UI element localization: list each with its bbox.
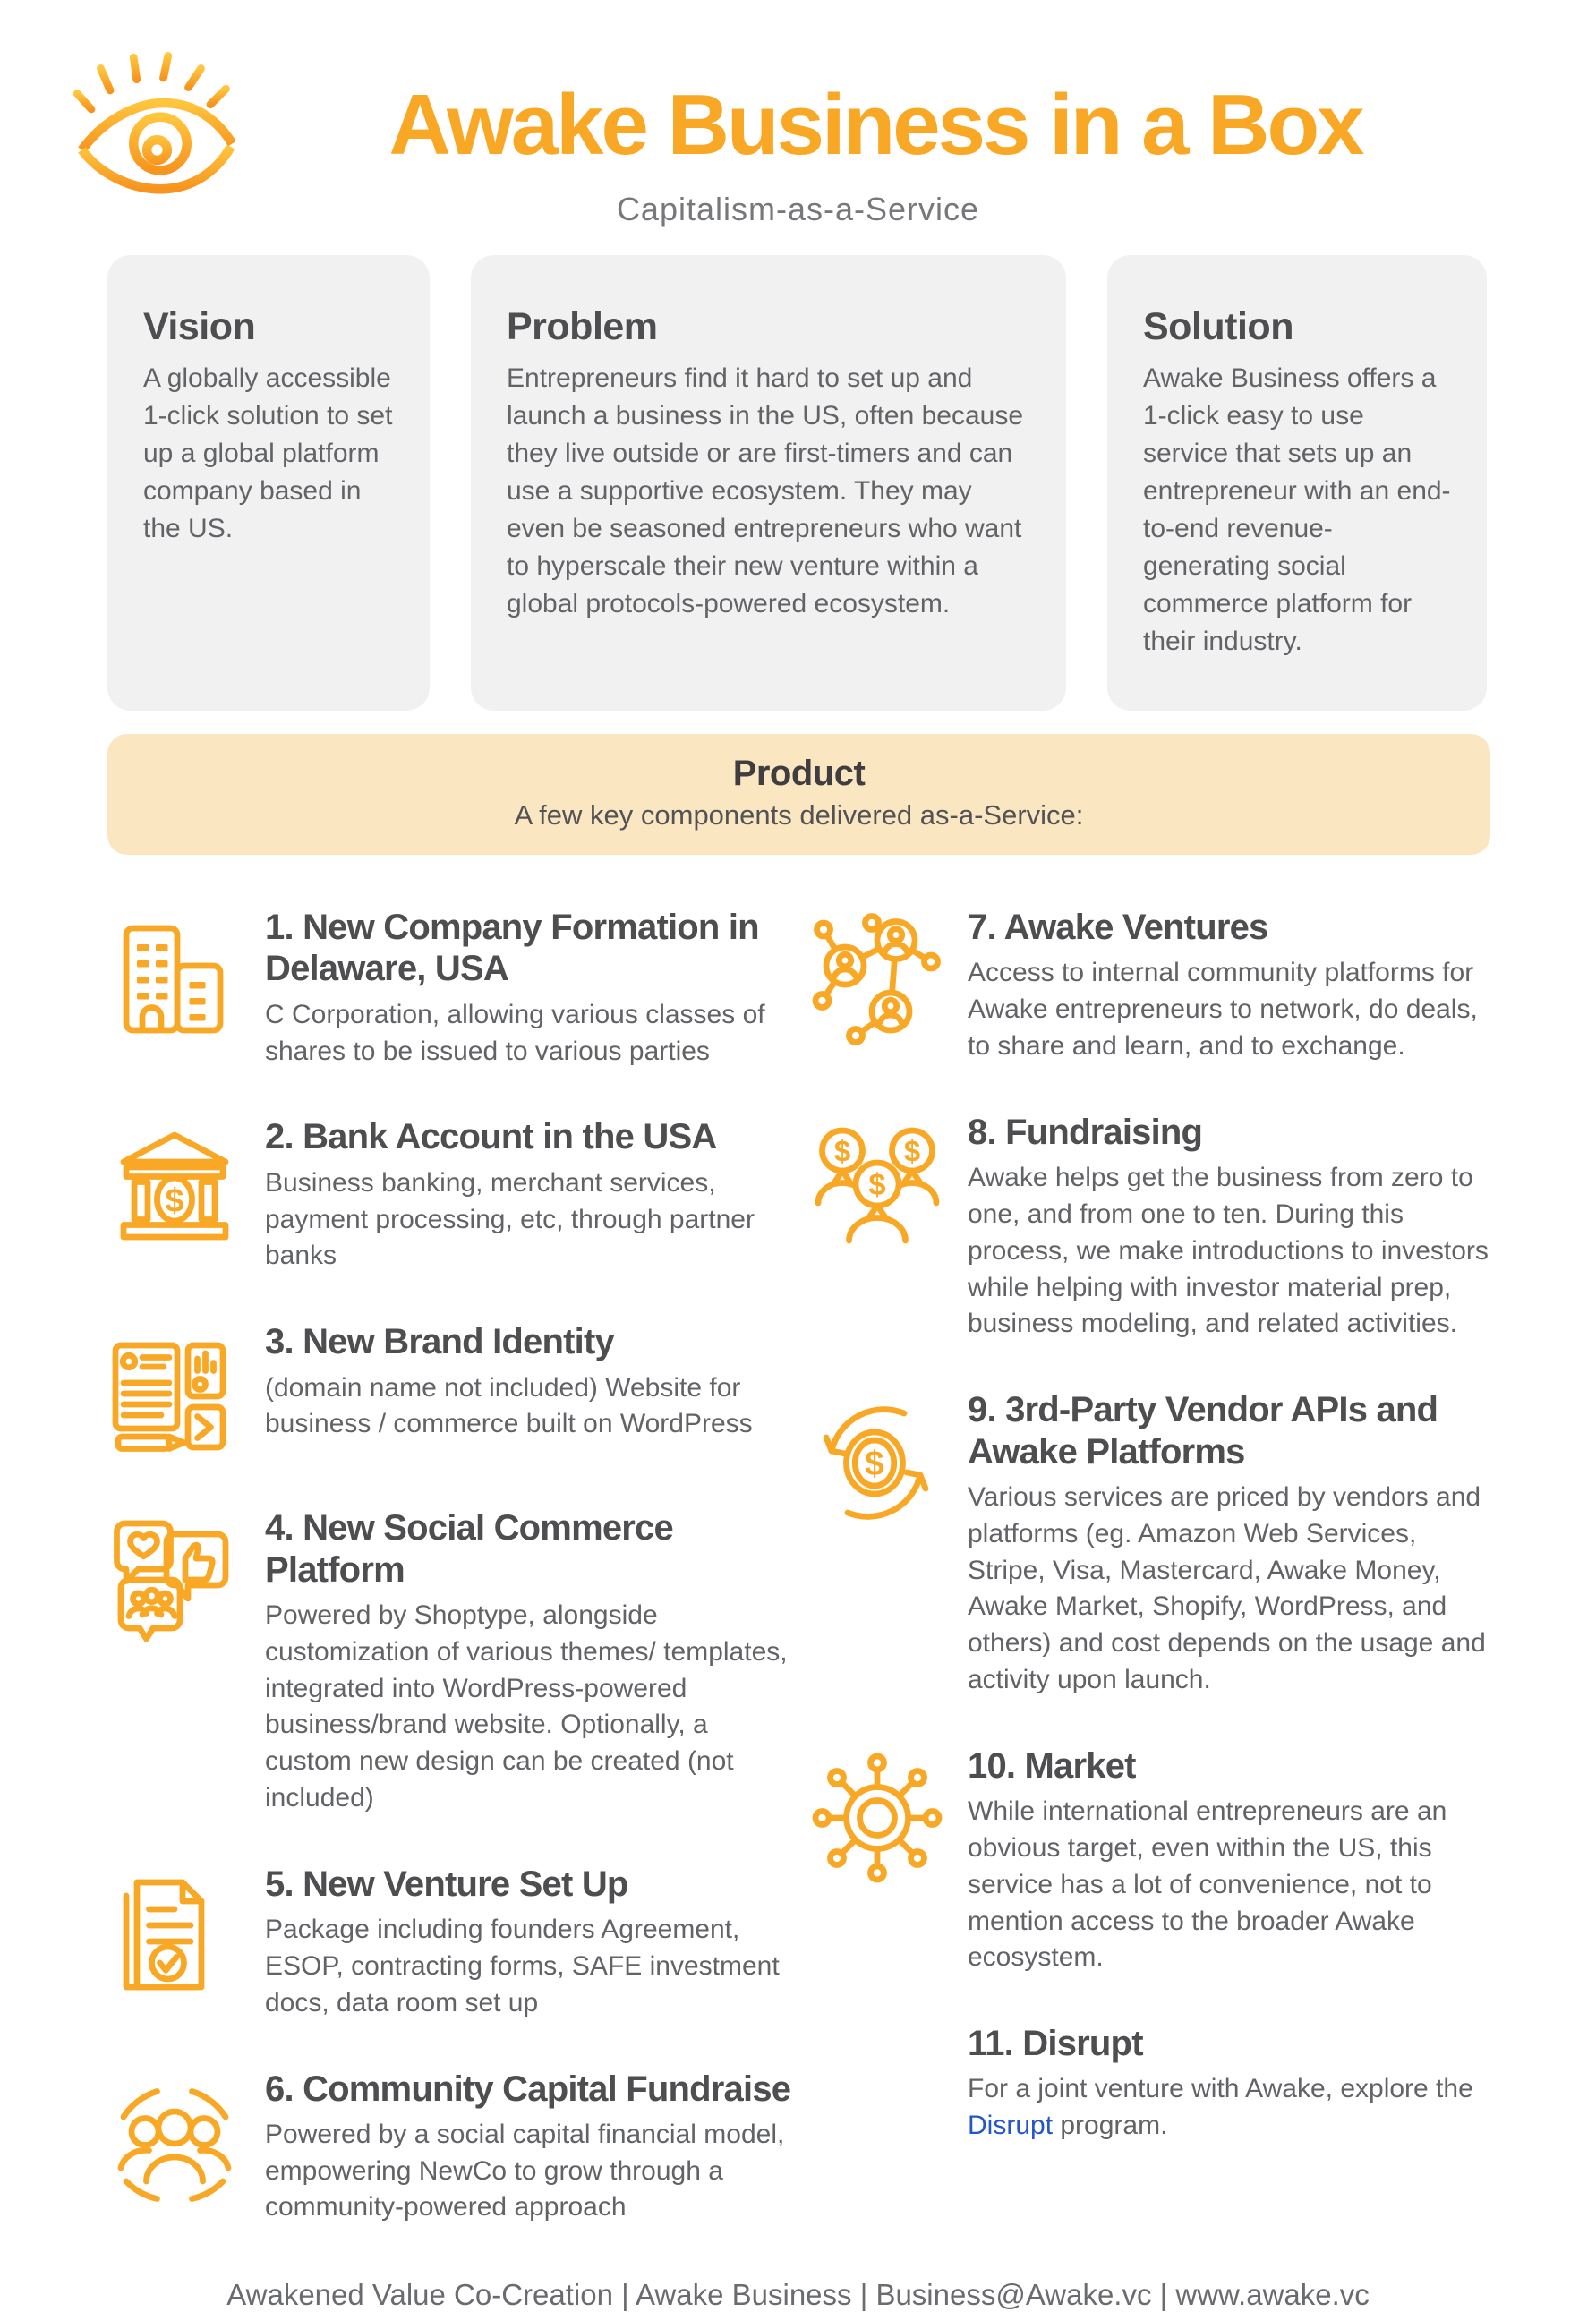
item-text xyxy=(968,907,1490,1065)
item-body: Business banking, merchant services, payment processing, etc, through partner banks xyxy=(265,1167,755,1271)
product-item-4 xyxy=(107,1507,810,1817)
product-item-11 xyxy=(810,2023,1490,2145)
document-check-icon xyxy=(107,1864,242,2022)
network-people-icon xyxy=(810,907,944,1065)
item-heading: 1. New Company Formation in Delaware, USA xyxy=(265,908,759,989)
item-heading: 6. Community Capital Fundraise xyxy=(265,2069,791,2109)
item-text xyxy=(265,907,810,1070)
brand-identity-icon xyxy=(107,1321,242,1461)
problem-box xyxy=(471,255,1066,711)
item-body: Access to internal community platforms for Awake entrepreneurs to network, do deals, to share and learn, and to exchange. xyxy=(968,958,1478,1061)
item-heading: 8. Fundraising xyxy=(968,1112,1203,1152)
summary-boxes xyxy=(107,255,1490,711)
svg-text:$: $ xyxy=(165,1181,184,1219)
item-text xyxy=(265,1321,793,1461)
product-items xyxy=(107,907,1490,2273)
product-item-8 xyxy=(810,1112,1490,1343)
svg-text:$: $ xyxy=(868,1167,886,1202)
product-banner-subtitle: A few key components delivered as-a-Service: xyxy=(514,799,1084,831)
buildings-icon xyxy=(107,907,242,1070)
item-heading: 10. Market xyxy=(968,1745,1136,1786)
item-heading: 11. Disrupt xyxy=(968,2024,1143,2064)
item-text xyxy=(265,2069,793,2227)
item-body-suffix: program. xyxy=(1053,2111,1168,2141)
footer-contact: Awakened Value Co-Creation | Awake Business | Business@Awake.vc | www.awake.vc xyxy=(226,2278,1370,2312)
eye-rays-icon xyxy=(61,47,253,203)
item-body xyxy=(968,2071,1490,2145)
product-item-5 xyxy=(107,1864,810,2022)
header xyxy=(0,0,1596,203)
product-item-3 xyxy=(107,1321,810,1461)
fundraising-people-icon xyxy=(810,1112,944,1343)
item-text xyxy=(968,2023,1490,2145)
currency-cycle-icon xyxy=(810,1389,944,1699)
item-heading: 2. Bank Account in the USA xyxy=(265,1117,717,1157)
product-item-2 xyxy=(107,1116,810,1275)
item-text xyxy=(265,1864,793,2022)
product-item-7 xyxy=(810,907,1490,1065)
page-title: Awake Business in a Box xyxy=(388,77,1362,173)
market-hub-icon xyxy=(810,1745,944,1976)
item-body: Various services are priced by vendors and platforms (eg. Amazon Web Services, Stripe, Visa, Mastercard, Awake Money, Awake Market, Shopify, WordPress, and others) and cost depends on the usage and activity upon launch. xyxy=(968,1481,1486,1694)
solution-body: Awake Business offers a 1-click easy to use service that sets up an entrepreneur with an end-to-end revenue-generating social commerce platform for their industry. xyxy=(1143,363,1451,656)
problem-body: Entrepreneurs find it hard to set up and launch a business in the US, often because they live outside or are first-timers and can use a supportive ecosystem. They may even be seasoned entrepreneurs who want to hyperscale their new venture within a global protocols-powered ecosystem. xyxy=(507,363,1024,619)
item-body: Awake helps get the business from zero to one, and from one to ten. During this process, we make introductions to investors while helping with investor material prep, business modeling, and related activities. xyxy=(968,1163,1489,1339)
solution-title: Solution xyxy=(1143,305,1293,348)
svg-text:$: $ xyxy=(833,1134,851,1168)
item-heading: 4. New Social Commerce Platform xyxy=(265,1508,673,1590)
item-body: Powered by Shoptype, alongside customization of various themes/ templates, integrated into WordPress-powered business/brand website. Optionally, a custom new design can be created (not included) xyxy=(265,1600,788,1813)
product-item-9 xyxy=(810,1389,1490,1699)
community-icon xyxy=(107,2069,242,2227)
item-heading: 5. New Venture Set Up xyxy=(265,1864,628,1904)
items-left-column xyxy=(107,907,810,2273)
product-item-1 xyxy=(107,907,810,1070)
item-body: Powered by a social capital financial model, empowering NewCo to grow through a community-powered approach xyxy=(265,2119,785,2222)
svg-text:$: $ xyxy=(903,1134,921,1168)
item-text xyxy=(265,1116,793,1275)
bank-icon xyxy=(107,1116,242,1275)
item-heading: 3. New Brand Identity xyxy=(265,1322,614,1362)
social-commerce-icon xyxy=(107,1507,242,1817)
problem-title: Problem xyxy=(507,305,658,348)
item-body: Package including founders Agreement, ESOP, contracting forms, SAFE investment docs, data room set up xyxy=(265,1915,780,2018)
vision-title: Vision xyxy=(143,305,256,348)
item-heading: 9. 3rd-Party Vendor APIs and Awake Platforms xyxy=(968,1390,1438,1472)
svg-text:$: $ xyxy=(865,1445,884,1484)
vision-body: A globally accessible 1-click solution to set up a global platform company based in the US. xyxy=(143,363,393,543)
items-right-column xyxy=(810,907,1490,2273)
vision-box xyxy=(107,255,430,711)
item-body: (domain name not included) Website for business / commerce built on WordPress xyxy=(265,1372,753,1439)
solution-box xyxy=(1107,255,1487,711)
item-text xyxy=(968,1389,1490,1699)
page-subtitle: Capitalism-as-a-Service xyxy=(616,191,980,227)
product-banner-title: Product xyxy=(732,754,866,793)
item-body: While international entrepreneurs are an obvious target, even within the US, this service has a lot of convenience, not to mention access to the broader Awake ecosystem. xyxy=(968,1796,1447,1973)
product-banner xyxy=(107,734,1490,855)
item-text xyxy=(968,1112,1490,1343)
product-item-6 xyxy=(107,2069,810,2227)
disrupt-link[interactable]: Disrupt xyxy=(968,2111,1054,2141)
item-body: C Corporation, allowing various classes of shares to be issued to various parties xyxy=(265,999,765,1066)
product-item-10 xyxy=(810,1745,1490,1976)
item-text xyxy=(265,1507,810,1817)
item-heading: 7. Awake Ventures xyxy=(968,908,1268,947)
item-text xyxy=(968,1745,1490,1976)
item-body-prefix: For a joint venture with Awake, explore the xyxy=(968,2074,1473,2104)
